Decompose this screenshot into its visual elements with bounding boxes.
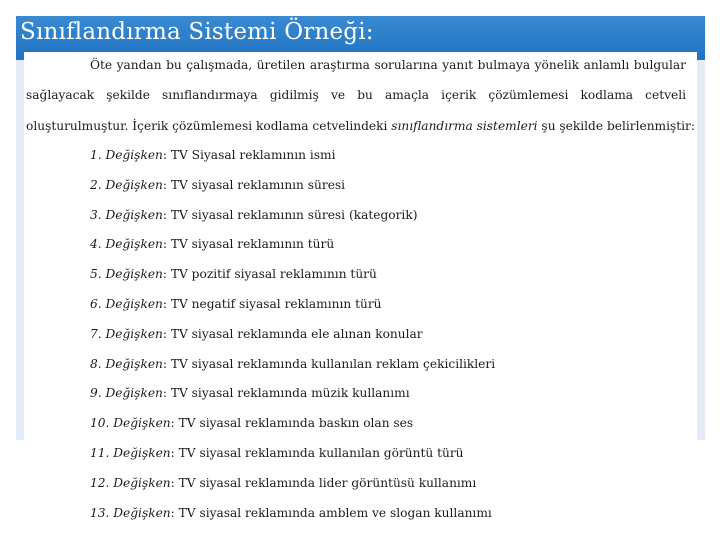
variable-key: 7. Değişken (90, 327, 163, 341)
variable-key: 9. Değişken (90, 386, 163, 400)
variable-key: 2. Değişken (90, 178, 163, 192)
list-item (90, 178, 345, 198)
list-item (90, 506, 492, 526)
intro-emphasis: sınıflandırma sistemleri (391, 119, 538, 133)
list-item (90, 297, 382, 317)
variable-text: : TV Siyasal reklamının ismi (162, 148, 336, 162)
list-item (90, 446, 464, 466)
variable-key: 13. Değişken (90, 506, 171, 520)
list-item (90, 148, 336, 168)
intro-line-2: sağlayacak şekilde sınıflandırmaya gidilmiş ve bu amaçla içerik çözümlemesi kodlama cetveli (26, 88, 686, 102)
slide-title: Sınıflandırma Sistemi Örneği: (20, 19, 374, 45)
list-item (90, 357, 495, 377)
list-item (90, 267, 377, 287)
variable-key: 5. Değişken (90, 267, 163, 281)
list-item (90, 327, 423, 347)
intro-line-1: Öte yandan bu çalışmada, üretilen araştırma sorularına yanıt bulmaya yönelik anlamlı bulgular (90, 58, 686, 72)
variable-key: 4. Değişken (90, 237, 163, 251)
variable-key: 3. Değişken (90, 208, 163, 222)
list-item (90, 386, 410, 406)
variable-text: : TV negatif siyasal reklamının türü (162, 297, 382, 311)
variable-text: : TV siyasal reklamında lider görüntüsü kullanımı (170, 476, 477, 490)
variable-text: : TV siyasal reklamında kullanılan reklam çekicilikleri (162, 357, 496, 371)
list-item (90, 476, 476, 496)
intro-line-3 (26, 119, 695, 133)
variable-text: : TV siyasal reklamında kullanılan görüntü türü (170, 446, 464, 460)
variable-key: 6. Değişken (90, 297, 163, 311)
variable-text: : TV siyasal reklamının türü (162, 237, 335, 251)
list-item (90, 208, 417, 228)
variable-key: 10. Değişken (90, 416, 171, 430)
list-item (90, 237, 334, 257)
variable-text: : TV siyasal reklamında ele alınan konular (162, 327, 423, 341)
variable-text: : TV siyasal reklamında amblem ve slogan kullanımı (170, 506, 492, 520)
variable-text: : TV siyasal reklamının süresi (162, 178, 346, 192)
variable-text: : TV siyasal reklamının süresi (kategorik) (162, 208, 418, 222)
variable-text: : TV siyasal reklamında baskın olan ses (170, 416, 414, 430)
variable-text: : TV siyasal reklamında müzik kullanımı (162, 386, 410, 400)
variable-key: 11. Değişken (90, 446, 171, 460)
variable-key: 1. Değişken (90, 148, 163, 162)
document-excerpt (24, 52, 697, 530)
variable-key: 8. Değişken (90, 357, 163, 371)
intro-line-3-start: oluşturulmuştur. İçerik çözümlemesi kodlama cetvelindeki (26, 119, 392, 133)
intro-line-3-end: şu şekilde belirlenmiştir: (537, 119, 695, 133)
variable-key: 12. Değişken (90, 476, 171, 490)
variable-text: : TV pozitif siyasal reklamının türü (162, 267, 377, 281)
list-item (90, 416, 413, 436)
